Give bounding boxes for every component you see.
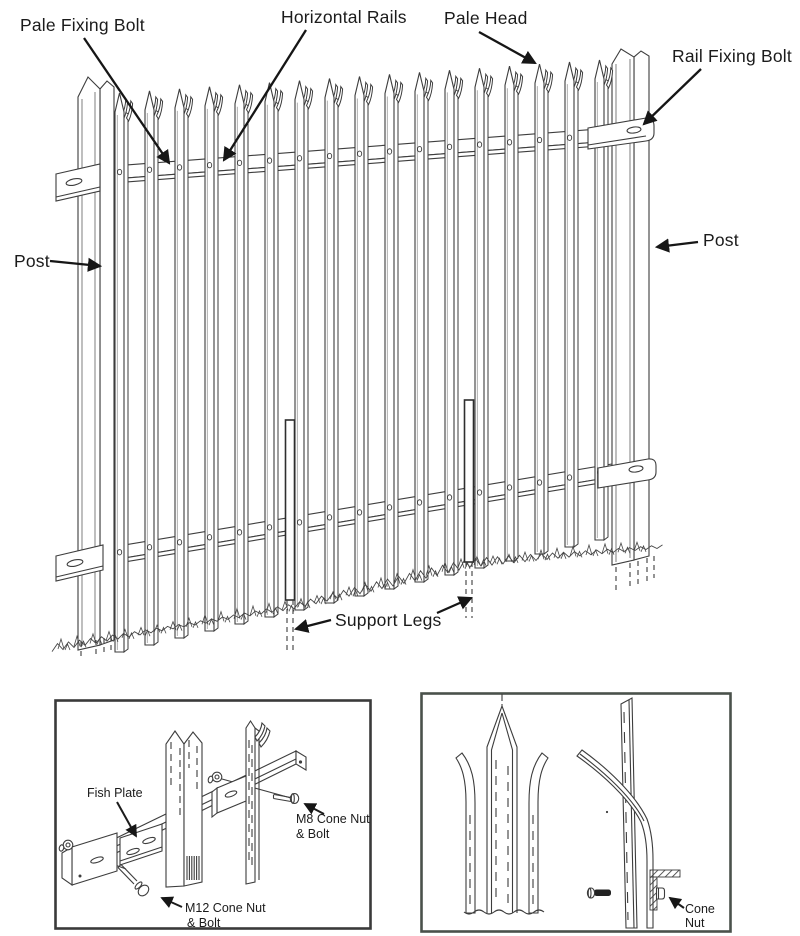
inset-left-connection-detail: [56, 701, 371, 931]
pale-fixing-bolt: [178, 540, 182, 545]
pale-fixing-bolt: [238, 530, 242, 535]
support-leg: [465, 400, 474, 618]
label-m8-line1: M8 Cone Nut: [296, 812, 370, 826]
label-post-right: Post: [703, 230, 739, 250]
support-leg: [286, 420, 295, 652]
arrow-support-legs-left: [296, 620, 331, 629]
left-post: [56, 77, 114, 650]
pale-fixing-bolt: [358, 510, 362, 515]
pale-fixing-bolt: [568, 135, 572, 140]
pale-fixing-bolt: [148, 545, 152, 550]
pales-group: [115, 60, 613, 652]
pale-fixing-bolt: [568, 475, 572, 480]
label-m8-line2: & Bolt: [296, 827, 330, 841]
label-fish-plate: Fish Plate: [87, 786, 143, 800]
pale-fixing-bolt: [478, 142, 482, 147]
pale-fixing-bolt: [148, 167, 152, 172]
pale-fixing-bolt: [208, 162, 212, 167]
pale-fixing-bolt: [508, 485, 512, 490]
pale-fixing-bolt: [358, 151, 362, 156]
m12-cone-nut: [63, 840, 73, 850]
pale-fixing-bolt: [478, 490, 482, 495]
pale-fixing-bolt: [418, 500, 422, 505]
label-cone-line1: Cone: [685, 902, 715, 916]
label-support-legs: Support Legs: [335, 610, 442, 630]
wall-section-hatched: [650, 870, 680, 877]
m8-cone-nut: [212, 772, 222, 782]
pale-fixing-bolt: [298, 156, 302, 161]
arrow-rail-fixing-bolt: [644, 69, 701, 124]
pale-fixing-bolt: [118, 550, 122, 555]
pale-fixing-bolt: [538, 480, 542, 485]
label-post-left: Post: [14, 251, 50, 271]
label-m12-line2: & Bolt: [187, 916, 221, 930]
inset-right-pale-head-detail: [422, 694, 731, 932]
pale-fixing-bolt: [178, 165, 182, 170]
label-rail-fixing-bolt: Rail Fixing Bolt: [672, 46, 792, 66]
label-m12-line1: M12 Cone Nut: [185, 901, 266, 915]
arrow-pale-head: [479, 32, 535, 63]
pale-fixing-bolt: [268, 525, 272, 530]
pale-fixing-bolt: [418, 146, 422, 151]
pale-fixing-bolt: [388, 149, 392, 154]
label-cone-line2: Nut: [685, 916, 705, 930]
pale-fixing-bolt: [328, 153, 332, 158]
pale-fixing-bolt: [448, 144, 452, 149]
label-pale-head: Pale Head: [444, 8, 528, 28]
pale-fixing-bolt: [238, 160, 242, 165]
pale-fixing-bolt: [538, 137, 542, 142]
pale-fixing-bolt: [448, 495, 452, 500]
pale-fixing-bolt: [298, 520, 302, 525]
pale-fixing-bolt: [328, 515, 332, 520]
fence-illustration: [14, 7, 792, 656]
pale-fixing-bolt: [118, 169, 122, 174]
pale-fixing-bolt: [388, 505, 392, 510]
post-section: [166, 731, 202, 887]
pale-fixing-bolt: [208, 535, 212, 540]
arrow-post-right: [657, 242, 698, 247]
cone-nut: [657, 888, 665, 899]
pale-fixing-bolt: [508, 140, 512, 145]
pale-fixing-bolt: [268, 158, 272, 163]
label-pale-fixing-bolt: Pale Fixing Bolt: [20, 15, 145, 35]
label-horizontal-rails: Horizontal Rails: [281, 7, 407, 27]
